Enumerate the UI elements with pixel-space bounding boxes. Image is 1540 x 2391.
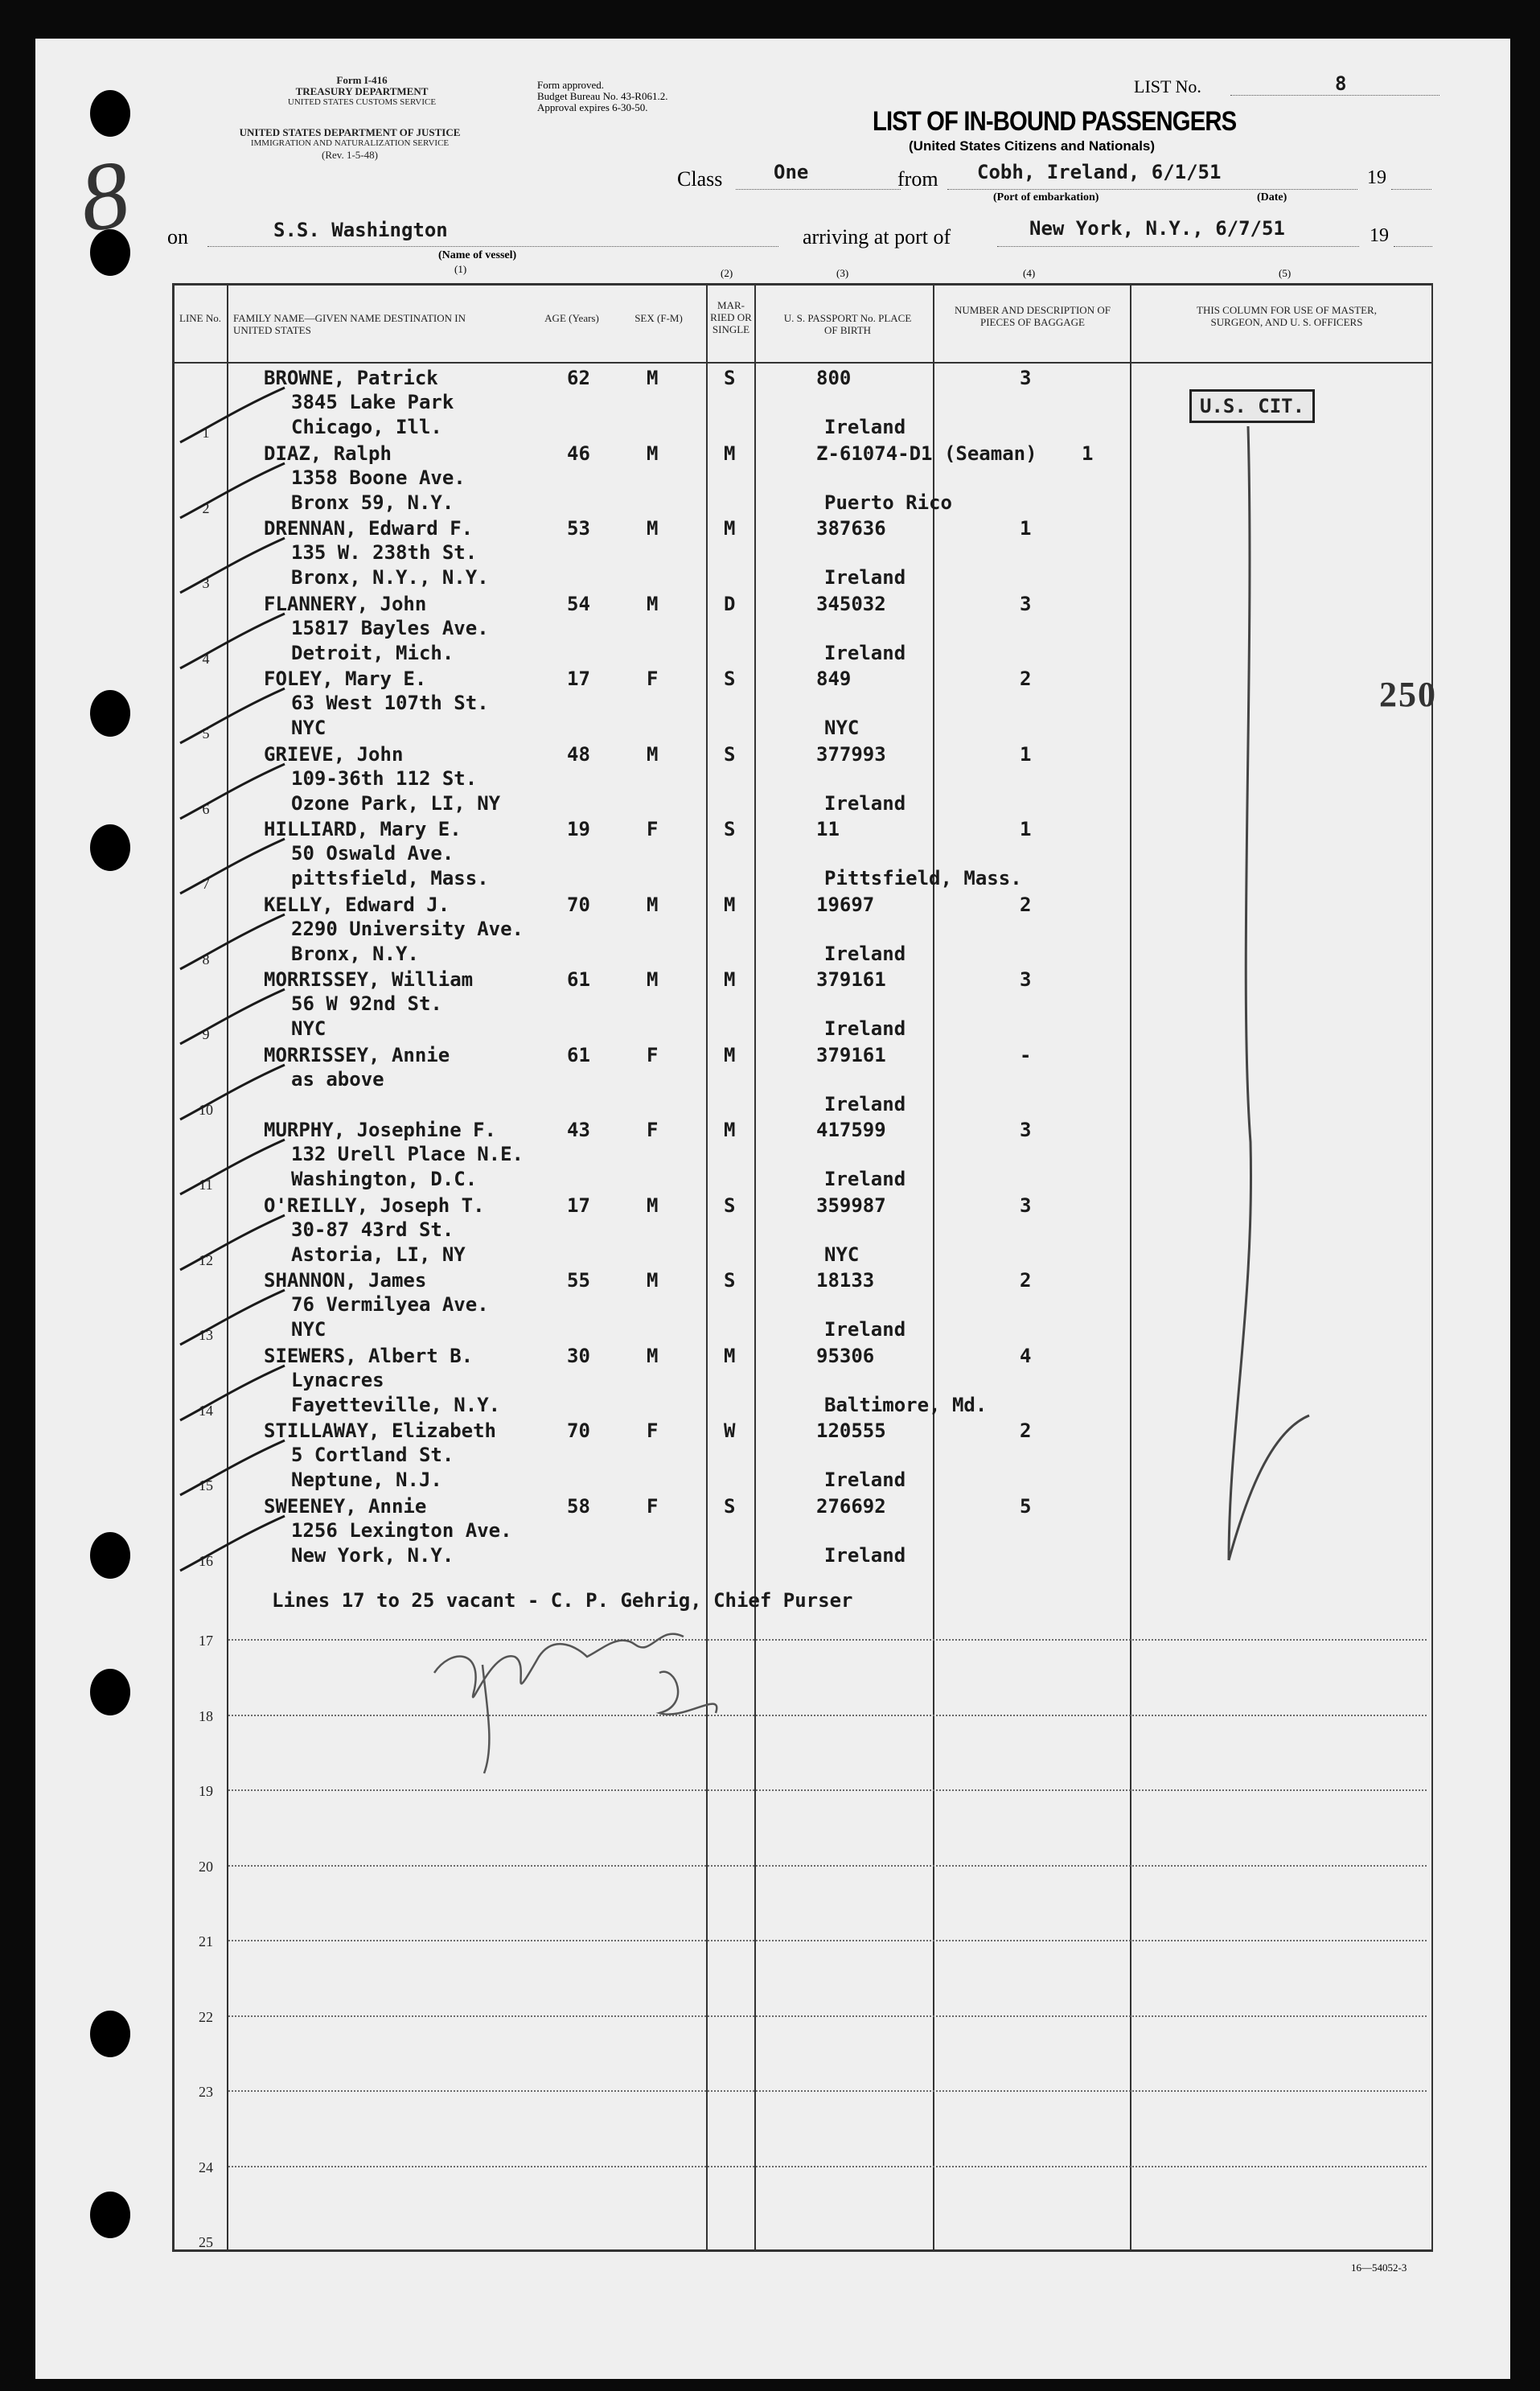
- empty-row-rule: [228, 2166, 1427, 2167]
- empty-row-rule: [228, 1715, 1427, 1716]
- punch-hole: [90, 2192, 130, 2238]
- passenger-sex: F: [647, 1494, 659, 1518]
- empty-row-rule: [228, 2090, 1427, 2092]
- passenger-address-1: 3845 Lake Park: [291, 391, 454, 413]
- list-title: LIST OF IN-BOUND PASSENGERS: [873, 106, 1237, 137]
- cancel-stroke: [177, 1436, 290, 1500]
- passenger-birthplace: Ireland: [824, 1168, 906, 1190]
- passenger-name: MORRISSEY, William: [264, 968, 474, 991]
- vacant-note: Lines 17 to 25 vacant - C. P. Gehrig, Chief Purser: [272, 1589, 853, 1612]
- passenger-age: 61: [567, 1043, 590, 1066]
- passenger-birthplace: NYC: [824, 1243, 860, 1266]
- passenger-name: KELLY, Edward J.: [264, 893, 450, 916]
- signature-scribble: [418, 1600, 740, 1777]
- passenger-address-1: 132 Urell Place N.E.: [291, 1143, 524, 1165]
- passenger-passport: 11: [816, 818, 840, 840]
- line-number: 23: [199, 2084, 213, 2100]
- passenger-marital: S: [724, 1193, 736, 1217]
- passenger-age: 62: [567, 367, 590, 389]
- passenger-address-1: 135 W. 238th St.: [291, 541, 478, 564]
- passenger-birthplace: NYC: [824, 717, 860, 739]
- cancel-stroke: [177, 984, 290, 1049]
- passenger-address-1: 109-36th 112 St.: [291, 766, 478, 790]
- form-id: Form I-416: [336, 74, 388, 86]
- list-no-line: [1230, 95, 1439, 96]
- line-number: 3: [202, 575, 210, 591]
- col-sep: [933, 283, 934, 2252]
- cancel-stroke: [177, 1060, 290, 1124]
- line-number: 13: [199, 1327, 213, 1343]
- passenger-address-2: Bronx, N.Y.: [291, 942, 419, 965]
- passenger-birthplace: Pittsfield, Mass.: [824, 867, 1022, 889]
- line-number: 22: [199, 2008, 213, 2025]
- passenger-passport: 276692: [816, 1494, 886, 1518]
- passenger-marital: S: [724, 742, 736, 766]
- passenger-age: 58: [567, 1494, 590, 1518]
- passenger-baggage: 3: [1020, 367, 1032, 389]
- col-sep: [1130, 283, 1131, 2252]
- col-name: FAMILY NAME—GIVEN NAME DESTINATION IN UNITED STATES: [233, 312, 466, 336]
- line-number: 14: [199, 1402, 213, 1419]
- vessel-value: S.S. Washington: [273, 219, 448, 241]
- vessel-caption: (Name of vessel): [438, 249, 517, 261]
- passenger-address-2: New York, N.Y.: [291, 1543, 454, 1567]
- passenger-address-2: Washington, D.C.: [291, 1168, 478, 1190]
- col-baggage: NUMBER AND DESCRIPTION OF PIECES OF BAGGAGE: [955, 304, 1111, 328]
- passenger-baggage: 5: [1020, 1494, 1032, 1518]
- cancel-stroke: [177, 1361, 290, 1425]
- passenger-sex: M: [647, 893, 659, 916]
- passenger-name: HILLIARD, Mary E.: [264, 818, 462, 840]
- empty-row-rule: [228, 1639, 1427, 1641]
- year-19: 19: [1367, 167, 1386, 188]
- cancel-stroke: [177, 759, 290, 824]
- passenger-passport: 379161: [816, 1043, 886, 1066]
- list-subtitle: (United States Citizens and Nationals): [909, 138, 1156, 154]
- passenger-address-1: 56 W 92nd St.: [291, 992, 442, 1015]
- passenger-age: 19: [567, 818, 590, 840]
- empty-row-rule: [228, 1940, 1427, 1941]
- line-number: 2: [202, 499, 210, 516]
- passenger-baggage: 2: [1020, 893, 1032, 916]
- cancel-stroke: [177, 1511, 290, 1576]
- revision: (Rev. 1-5-48): [322, 149, 378, 161]
- empty-row-rule: [228, 2015, 1427, 2017]
- table-top: [172, 283, 1433, 286]
- passenger-baggage: 1: [1020, 742, 1032, 766]
- passenger-birthplace: Ireland: [824, 1543, 906, 1567]
- passenger-age: 53: [567, 517, 590, 540]
- passenger-age: 46: [567, 442, 590, 465]
- col-married: MAR-RIED OR SINGLE: [710, 299, 752, 335]
- line-number: 12: [199, 1251, 213, 1268]
- passenger-address-2: NYC: [291, 717, 326, 739]
- passenger-baggage: 3: [1020, 1119, 1032, 1141]
- passenger-birthplace: Ireland: [824, 566, 906, 589]
- port-embark-caption: (Port of embarkation): [993, 191, 1099, 203]
- empty-row-rule: [228, 1789, 1427, 1791]
- passenger-address-1: 76 Vermilyea Ave.: [291, 1293, 489, 1316]
- punch-hole: [90, 824, 130, 871]
- passenger-birthplace: Puerto Rico: [824, 491, 952, 514]
- cancel-stroke: [177, 458, 290, 523]
- passenger-address-2: Astoria, LI, NY: [291, 1243, 466, 1266]
- year-line-b: [1394, 246, 1432, 247]
- passenger-birthplace: Ireland: [824, 416, 906, 438]
- col-age: AGE (Years): [544, 312, 599, 324]
- passenger-sex: M: [647, 1193, 659, 1217]
- passenger-age: 61: [567, 968, 590, 991]
- col-sex: SEX (F-M): [634, 312, 683, 324]
- cancel-stroke: [177, 1285, 290, 1350]
- passenger-passport: 95306: [816, 1344, 875, 1367]
- passenger-address-1: as above: [291, 1067, 384, 1091]
- line-number: 1: [202, 425, 210, 441]
- passenger-age: 17: [567, 1193, 590, 1217]
- passenger-baggage: 1: [1020, 517, 1032, 540]
- arriving-label: arriving at port of: [803, 225, 951, 249]
- passenger-sex: F: [647, 1119, 659, 1141]
- passenger-address-2: NYC: [291, 1318, 326, 1341]
- passenger-passport: 849: [816, 668, 852, 690]
- col-passport: U. S. PASSPORT No. PLACE OF BIRTH: [783, 312, 912, 336]
- year-line: [1391, 189, 1431, 190]
- passenger-passport: 18133: [816, 1269, 875, 1292]
- passenger-sex: M: [647, 442, 659, 465]
- passenger-address-1: 15817 Bayles Ave.: [291, 616, 489, 639]
- class-label: Class: [677, 167, 723, 191]
- passenger-sex: M: [647, 968, 659, 991]
- passenger-name: SWEENEY, Annie: [264, 1494, 427, 1518]
- passenger-address-2: Ozone Park, LI, NY: [291, 791, 501, 815]
- passenger-marital: S: [724, 367, 736, 389]
- date-caption: (Date): [1257, 191, 1287, 203]
- passenger-marital: S: [724, 818, 736, 840]
- passenger-baggage: 1: [1082, 442, 1094, 465]
- punch-hole: [90, 1669, 130, 1715]
- line-number: 7: [202, 876, 210, 892]
- passenger-name: FLANNERY, John: [264, 592, 427, 615]
- passenger-passport: 19697: [816, 893, 875, 916]
- line-number: 17: [199, 1633, 213, 1649]
- passenger-marital: M: [724, 517, 736, 540]
- passenger-name: SHANNON, James: [264, 1269, 427, 1292]
- col-sep: [754, 283, 756, 2252]
- passenger-birthplace: Ireland: [824, 1318, 906, 1341]
- table-bottom: [172, 2249, 1433, 2252]
- passenger-age: 17: [567, 668, 590, 690]
- passenger-baggage: 2: [1020, 668, 1032, 690]
- line-number: 19: [199, 1783, 213, 1799]
- passenger-baggage: 3: [1020, 1193, 1032, 1217]
- cancel-stroke: [177, 383, 290, 447]
- passenger-address-1: 50 Oswald Ave.: [291, 842, 454, 865]
- line-number: 25: [199, 2234, 213, 2250]
- cancel-stroke: [177, 834, 290, 898]
- passenger-birthplace: Ireland: [824, 942, 906, 965]
- ins-service: IMMIGRATION AND NATURALIZATION SERVICE: [250, 138, 450, 148]
- line-number: 15: [199, 1477, 213, 1493]
- from-label: from: [897, 167, 938, 191]
- check-mark-icon: [1206, 418, 1319, 1576]
- line-number: 20: [199, 1858, 213, 1875]
- col-line-no: LINE No.: [179, 312, 221, 324]
- passenger-age: 70: [567, 893, 590, 916]
- passenger-passport: 377993: [816, 742, 886, 766]
- punch-hole: [90, 1532, 130, 1579]
- passenger-name: O'REILLY, Joseph T.: [264, 1193, 485, 1217]
- line-number: 18: [199, 1707, 213, 1724]
- col-officers: THIS COLUMN FOR USE OF MASTER, SURGEON, AND U. S. OFFICERS: [1197, 304, 1377, 328]
- passenger-name: FOLEY, Mary E.: [264, 668, 427, 690]
- passenger-name: GRIEVE, John: [264, 742, 404, 766]
- cancel-stroke: [177, 684, 290, 748]
- passenger-passport: 379161: [816, 968, 886, 991]
- passenger-age: 70: [567, 1419, 590, 1442]
- passenger-age: 54: [567, 592, 590, 615]
- class-line: [736, 189, 901, 190]
- passenger-name: DRENNAN, Edward F.: [264, 517, 474, 540]
- list-no-label: LIST No.: [1134, 76, 1201, 97]
- passenger-marital: S: [724, 1269, 736, 1292]
- justice-dept: UNITED STATES DEPARTMENT OF JUSTICE: [239, 126, 461, 138]
- passenger-marital: M: [724, 968, 736, 991]
- col-num-3: (3): [836, 267, 849, 279]
- cancel-stroke: [177, 1210, 290, 1275]
- passenger-address-2: Bronx, N.Y., N.Y.: [291, 566, 489, 589]
- passenger-sex: M: [647, 592, 659, 615]
- vessel-line: [207, 246, 778, 247]
- passenger-baggage: 1: [1020, 818, 1032, 840]
- punch-hole: [90, 90, 130, 137]
- passenger-baggage: 3: [1020, 968, 1032, 991]
- from-value: Cobh, Ireland, 6/1/51: [977, 161, 1222, 183]
- class-value: One: [774, 161, 809, 183]
- table-right: [1431, 283, 1433, 2252]
- line-number: 24: [199, 2159, 213, 2175]
- arriving-line: [997, 246, 1359, 247]
- table-header-bottom: [172, 362, 1433, 364]
- passenger-birthplace: Ireland: [824, 641, 906, 664]
- passenger-baggage: -: [1020, 1043, 1032, 1066]
- customs-service: UNITED STATES CUSTOMS SERVICE: [287, 97, 437, 107]
- line-number: 9: [202, 1026, 210, 1042]
- passenger-birthplace: Ireland: [824, 1469, 906, 1491]
- col-num-2: (2): [721, 267, 733, 279]
- passenger-address-1: 30-87 43rd St.: [291, 1218, 454, 1241]
- passenger-age: 48: [567, 742, 590, 766]
- cancel-stroke: [177, 910, 290, 974]
- passenger-passport: 120555: [816, 1419, 886, 1442]
- form-approved: Form approved.: [537, 79, 605, 91]
- passenger-marital: M: [724, 442, 736, 465]
- passenger-passport: 800: [816, 367, 852, 389]
- passenger-sex: F: [647, 818, 659, 840]
- approval-expires: Approval expires 6-30-50.: [537, 101, 648, 113]
- line-number: 10: [199, 1101, 213, 1118]
- passenger-address-1: 63 West 107th St.: [291, 692, 489, 714]
- passenger-marital: M: [724, 1043, 736, 1066]
- passenger-marital: M: [724, 1344, 736, 1367]
- passenger-name: DIAZ, Ralph: [264, 442, 392, 465]
- passenger-address-1: 1256 Lexington Ave.: [291, 1518, 512, 1542]
- passenger-sex: F: [647, 1043, 659, 1066]
- passenger-birthplace: Baltimore, Md.: [824, 1393, 988, 1416]
- passenger-baggage: 2: [1020, 1419, 1032, 1442]
- passenger-passport: 387636: [816, 517, 886, 540]
- passenger-address-1: 5 Cortland St.: [291, 1444, 454, 1466]
- passenger-address-2: Neptune, N.J.: [291, 1469, 442, 1491]
- footer-code: 16—54052-3: [1351, 2262, 1407, 2274]
- vessel-num: (1): [454, 263, 467, 275]
- col-num-5: (5): [1279, 267, 1292, 279]
- passenger-marital: M: [724, 1119, 736, 1141]
- passenger-birthplace: Ireland: [824, 1092, 906, 1115]
- punch-hole: [90, 690, 130, 737]
- year-19-b: 19: [1370, 225, 1389, 246]
- cancel-stroke: [177, 533, 290, 598]
- right-annotation: 250: [1379, 675, 1437, 714]
- line-number: 4: [202, 650, 210, 667]
- line-number: 5: [202, 725, 210, 742]
- passenger-address-2: Chicago, Ill.: [291, 416, 442, 438]
- passenger-marital: S: [724, 1494, 736, 1518]
- passenger-baggage: 2: [1020, 1269, 1032, 1292]
- passenger-sex: M: [647, 742, 659, 766]
- us-cit-stamp: U.S. CIT.: [1189, 389, 1315, 423]
- passenger-sex: M: [647, 1344, 659, 1367]
- passenger-address-2: Detroit, Mich.: [291, 641, 454, 664]
- cancel-stroke: [177, 1135, 290, 1199]
- passenger-sex: M: [647, 517, 659, 540]
- cancel-stroke: [177, 609, 290, 673]
- passenger-age: 30: [567, 1344, 590, 1367]
- passenger-name: SIEWERS, Albert B.: [264, 1344, 474, 1367]
- passenger-name: STILLAWAY, Elizabeth: [264, 1419, 496, 1442]
- passenger-address-1: Lynacres: [291, 1368, 384, 1391]
- passenger-name: BROWNE, Patrick: [264, 367, 438, 389]
- passenger-address-1: 1358 Boone Ave.: [291, 466, 466, 489]
- passenger-birthplace: Ireland: [824, 1017, 906, 1040]
- passenger-sex: F: [647, 668, 659, 690]
- from-line: [947, 189, 1357, 190]
- col-num-4: (4): [1023, 267, 1036, 279]
- passenger-passport: 359987: [816, 1193, 886, 1217]
- col-sep: [706, 283, 708, 2252]
- passenger-address-2: pittsfield, Mass.: [291, 867, 489, 889]
- passenger-marital: W: [724, 1419, 736, 1442]
- treasury-dept: TREASURY DEPARTMENT: [295, 85, 429, 97]
- passenger-age: 55: [567, 1269, 590, 1292]
- punch-hole: [90, 2011, 130, 2057]
- line-number: 8: [202, 951, 210, 967]
- line-number: 6: [202, 800, 210, 817]
- passenger-baggage: 4: [1020, 1344, 1032, 1367]
- passenger-marital: S: [724, 668, 736, 690]
- passenger-baggage: 3: [1020, 592, 1032, 615]
- list-no-value: 8: [1335, 72, 1347, 95]
- margin-mark: 8: [72, 139, 136, 253]
- passenger-address-2: NYC: [291, 1017, 326, 1040]
- passenger-sex: M: [647, 367, 659, 389]
- passenger-name: MURPHY, Josephine F.: [264, 1119, 496, 1141]
- passenger-address-2: Fayetteville, N.Y.: [291, 1393, 501, 1416]
- table-left: [172, 283, 175, 2252]
- passenger-age: 43: [567, 1119, 590, 1141]
- arriving-value: New York, N.Y., 6/7/51: [1029, 217, 1285, 240]
- passenger-passport: 417599: [816, 1119, 886, 1141]
- passenger-sex: M: [647, 1269, 659, 1292]
- line-number: 21: [199, 1933, 213, 1949]
- line-number: 16: [199, 1552, 213, 1569]
- passenger-birthplace: Ireland: [824, 791, 906, 815]
- passenger-passport: 345032: [816, 592, 886, 615]
- budget-bureau: Budget Bureau No. 43-R061.2.: [537, 90, 668, 102]
- passenger-marital: D: [724, 592, 736, 615]
- empty-row-rule: [228, 1865, 1427, 1867]
- passenger-address-1: 2290 University Ave.: [291, 917, 524, 940]
- line-number: 11: [199, 1177, 213, 1193]
- passenger-name: MORRISSEY, Annie: [264, 1043, 450, 1066]
- passenger-sex: F: [647, 1419, 659, 1442]
- passenger-marital: M: [724, 893, 736, 916]
- on-label: on: [167, 225, 188, 249]
- passenger-passport: Z-61074-D1 (Seaman): [816, 442, 1037, 465]
- passenger-address-2: Bronx 59, N.Y.: [291, 491, 454, 514]
